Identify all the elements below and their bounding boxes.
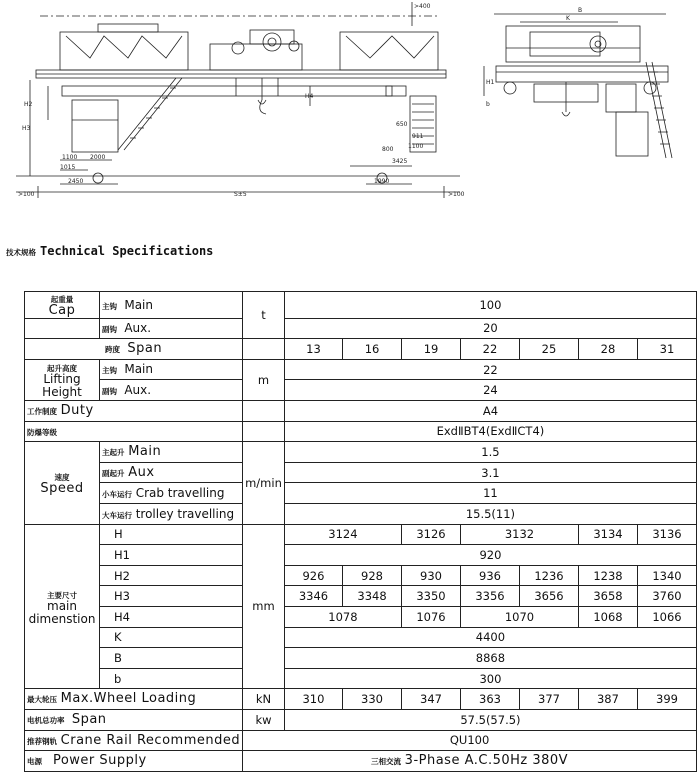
motor-value: 57.5(57.5) [284,709,696,730]
speed-value: 15.5(11) [284,504,696,525]
dim-cell: 3126 [402,524,461,545]
wheel-cell: 310 [284,689,342,710]
dim-text: 1015 [60,164,76,171]
speed-value: 1.5 [284,442,696,463]
table-row [25,401,697,422]
dim-cell: 1078 [284,607,401,628]
wheel-cell: 399 [637,689,696,710]
dim-cell: 3346 [284,586,342,607]
wheel-unit: kN [243,689,285,710]
dim-text: >100 [18,191,35,198]
dim-cell: 928 [343,565,402,586]
dim-cell: 300 [284,668,696,689]
dim-row-label: H [100,524,243,545]
dim-text: b [486,101,490,108]
motor-unit: kw [243,709,285,730]
dim-text: 2450 [68,178,84,185]
duty-label: 工作制度 Duty [25,401,243,422]
dim-text: 1990 [374,178,390,185]
dim-unit: mm [243,524,285,689]
table-row [25,607,697,628]
span-cell: 22 [461,339,520,360]
dim-cell: 936 [461,565,520,586]
dim-text: 650 [396,121,408,128]
table-row [25,545,697,566]
dim-cell: 8868 [284,648,696,669]
dim-row-label: H1 [100,545,243,566]
dim-text: 2000 [90,154,106,161]
dim-cell: 3658 [578,586,637,607]
dim-text: 800 [382,146,394,153]
wheel-cell: 377 [519,689,578,710]
dim-text: >400 [414,3,431,10]
speed-value: 3.1 [284,462,696,483]
dim-cell: 1340 [637,565,696,586]
dim-cell: 3136 [637,524,696,545]
dim-text: H4 [305,93,314,100]
table-row [25,668,697,689]
table-row: 小车运行 Crab travelling 11 [25,483,697,504]
dim-text: 1100 [62,154,78,161]
page-title [6,240,213,260]
dim-label: 主要尺寸 main dimenstion [25,524,100,689]
dim-cell: 1068 [578,607,637,628]
rail-label: 推荐钢轨 Crane Rail Recommended [25,730,243,751]
table-row: 大车运行 trolley travelling 15.5(11) [25,504,697,525]
cap-label: 起重量 Cap [25,292,100,319]
dim-text: 1100 [408,143,424,150]
dim-cell: 3132 [461,524,579,545]
table-row: 起重量 Cap 主钩 Main t 100 [25,292,697,319]
dim-row-label: H3 [100,586,243,607]
dim-text: K [566,15,570,22]
wheel-label: 最大轮压 Max.Wheel Loading [25,689,243,710]
speed-label: 速度 Speed [25,442,100,524]
dim-cell: 3124 [284,524,401,545]
dim-row-label: K [100,627,243,648]
table-row [25,524,697,545]
dim-cell: 1070 [461,607,579,628]
duty-value: A4 [284,401,696,422]
dim-cell: 3356 [461,586,520,607]
dim-cell: 3134 [578,524,637,545]
table-row: 起升高度 Lifting Height 主钩 Main m 22 [25,359,697,380]
table-row [25,709,697,730]
table-row [25,689,697,710]
speed-unit: m/min [243,442,285,524]
span-label: 跨度 Span [25,339,243,360]
ex-label: 防爆等级 [25,421,243,442]
table-row [25,421,697,442]
rail-value: QU100 [243,730,697,751]
title-cn: 技术规格 [6,248,36,257]
lift-unit: m [243,359,285,400]
crane-drawing [0,0,697,210]
dim-row-label: H4 [100,607,243,628]
dim-text: 3425 [392,158,408,165]
span-cell: 16 [343,339,402,360]
dim-cell: 3350 [402,586,461,607]
dim-text: H2 [24,101,33,108]
table-row [25,565,697,586]
table-row [25,730,697,751]
dim-cell: 1238 [578,565,637,586]
table-row: 副起升 Aux 3.1 [25,462,697,483]
cap-aux-value: 20 [284,318,696,339]
power-value: 三相交流 3-Phase A.C.50Hz 380V [243,751,697,772]
ex-value: ExdⅡBT4(ExdⅡCT4) [284,421,696,442]
table-row [25,627,697,648]
dim-cell: 3656 [519,586,578,607]
span-cell: 25 [519,339,578,360]
dim-cell: 1236 [519,565,578,586]
front-elevation [16,2,460,198]
dim-cell: 920 [284,545,696,566]
dim-row-label: B [100,648,243,669]
wheel-cell: 347 [402,689,461,710]
table-row [25,586,697,607]
span-cell: 31 [637,339,696,360]
side-elevation [484,14,672,158]
wheel-cell: 387 [578,689,637,710]
table-row: 副钩 Aux. 20 [25,318,697,339]
table-row [25,648,697,669]
power-label: 电源 Power Supply [25,751,243,772]
speed-value: 11 [284,483,696,504]
table-row: 副钩 Aux. 24 [25,380,697,401]
table-row [25,751,697,772]
cap-unit: t [243,292,285,339]
lift-aux-value: 24 [284,380,696,401]
dim-row-label: H2 [100,565,243,586]
lift-label: 起升高度 Lifting Height [25,359,100,400]
dim-cell: 1066 [637,607,696,628]
dim-text: >100 [448,191,465,198]
span-cell: 28 [578,339,637,360]
dim-row-label: b [100,668,243,689]
dim-cell: 1076 [402,607,461,628]
span-cell: 19 [402,339,461,360]
dim-cell: 3348 [343,586,402,607]
dim-cell: 3760 [637,586,696,607]
dim-text: S±5 [234,191,247,198]
dim-text: B [578,7,583,14]
dim-cell: 4400 [284,627,696,648]
dim-cell: 926 [284,565,342,586]
dim-text: 911 [412,133,424,140]
lift-main-value: 22 [284,359,696,380]
dim-cell: 930 [402,565,461,586]
spec-table [24,291,697,772]
wheel-cell: 363 [461,689,520,710]
title-en: Technical Specifications [40,244,214,258]
span-cell: 13 [284,339,342,360]
table-row [25,339,697,360]
wheel-cell: 330 [343,689,402,710]
cap-main-value: 100 [284,292,696,319]
motor-label: 电机总功率 Span [25,709,243,730]
dim-text: H1 [486,79,495,86]
dim-text: H3 [22,125,31,132]
table-row: 速度 Speed 主起升 Main m/min 1.5 [25,442,697,463]
